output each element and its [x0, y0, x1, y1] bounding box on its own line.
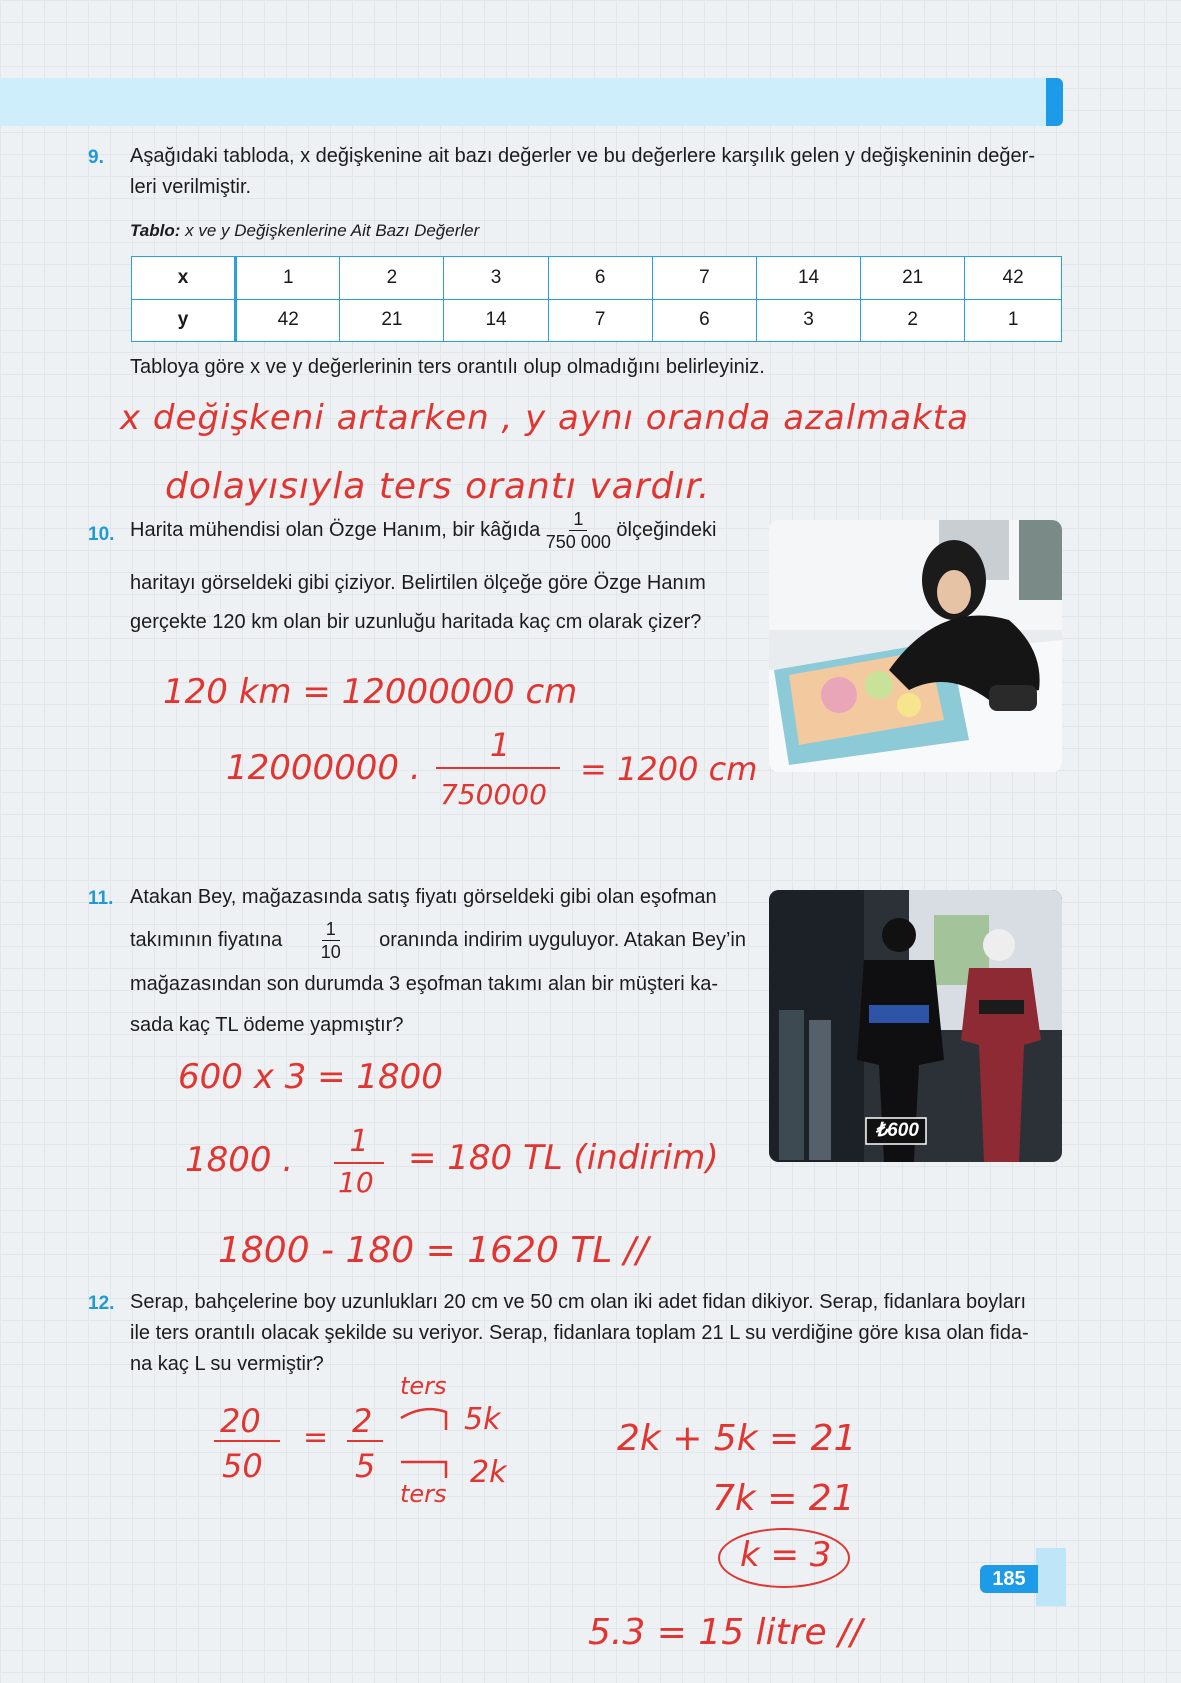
- table-cell: 7: [652, 257, 756, 300]
- table-row-x: [132, 257, 1062, 300]
- handwriting-q9-line2: dolayısıyla ters orantı vardır.: [165, 466, 711, 507]
- handwriting-q12-5k: 5k: [464, 1402, 501, 1437]
- question-12-line1: Serap, bahçelerine boy uzunlukları 20 cm ve 50 cm olan iki adet fidan dikiyor. Serap, fidanlara boyları: [130, 1291, 1027, 1313]
- handwriting-q12-f1-den: 50: [222, 1447, 263, 1485]
- handwriting-q11-line3: 1800 - 180 = 1620 TL //: [218, 1230, 649, 1271]
- handwriting-q11-den: 10: [338, 1166, 374, 1199]
- question-11-line2-a: takımının fiyatına: [130, 929, 283, 951]
- question-9-line2: leri verilmiştir.: [130, 176, 252, 198]
- table-cell: 21: [340, 299, 444, 342]
- table-row-y: [132, 299, 1062, 342]
- handwriting-q11-line1: 600 x 3 = 1800: [178, 1057, 443, 1097]
- question-11-number: 11.: [88, 888, 114, 909]
- table-cell: 6: [548, 257, 652, 300]
- handwriting-q10-line2a: 12000000 .: [226, 748, 421, 788]
- question-12-text: [130, 1287, 1065, 1380]
- question-9-prompt: Tabloya göre x ve y değerlerinin ters orantılı olup olmadığını belirleyiniz.: [130, 356, 765, 378]
- tracksuit-photo: [769, 890, 1062, 1162]
- scale-fraction: [546, 508, 611, 553]
- handwriting-ters-bottom: ters: [400, 1480, 447, 1508]
- handwriting-q12-f2-num: 2: [352, 1402, 373, 1440]
- table-cell: 14: [756, 257, 860, 300]
- handwriting-q9-line1: x değişkeni artarken , y aynı oranda azalmakta: [120, 398, 969, 438]
- table-caption-rest: x ve y Değişkenlerine Ait Bazı Değerler: [180, 221, 480, 240]
- handwriting-q11-num: 1: [349, 1124, 369, 1159]
- question-9-number: 9.: [88, 147, 104, 168]
- question-11-line2-b: oranında indirim uyguluyor. Atakan Bey’in: [379, 929, 746, 951]
- handwriting-q12-2k: 2k: [470, 1455, 507, 1490]
- handwriting-q10-line2b: = 1200 cm: [580, 750, 758, 788]
- header-band-tab: [1046, 78, 1063, 126]
- table-cell: 42: [236, 299, 340, 342]
- table-cell: 2: [340, 257, 444, 300]
- handwriting-q10-num: 1: [489, 726, 511, 764]
- question-10-number: 10.: [88, 524, 115, 545]
- engineer-photo: [769, 520, 1062, 772]
- handwriting-q12-f2-den: 5: [355, 1447, 376, 1485]
- handwriting-fraction-bar: [214, 1440, 280, 1442]
- question-12-number: 12.: [88, 1293, 115, 1314]
- question-11-line2: [130, 918, 746, 963]
- table-cell: 3: [756, 299, 860, 342]
- handwriting-q12-eq2: 7k = 21: [712, 1478, 855, 1519]
- table-cell: 1: [965, 299, 1062, 342]
- question-9-line1: Aşağıdaki tabloda, x değişkenine ait bazı değerler ve bu değerlere karşılık gelen y değişkeninin değer-: [130, 145, 1035, 167]
- question-10-line3: gerçekte 120 km olan bir uzunluğu haritada kaç cm olarak çizer?: [130, 611, 702, 633]
- question-9-text: [130, 141, 1065, 203]
- table-cell: 21: [861, 257, 965, 300]
- handwriting-q10-den: 750000: [440, 778, 547, 811]
- question-12-line2: ile ters orantılı olacak şekilde su veriyor. Serap, fidanlara toplam 21 L su verdiğine göre kısa olan fida-: [130, 1322, 1029, 1344]
- handwriting-q12-eq: =: [303, 1420, 329, 1455]
- question-11-line1: Atakan Bey, mağazasında satış fiyatı görseldeki gibi olan eşofman: [130, 886, 717, 908]
- handwriting-fraction-bar: [347, 1440, 383, 1442]
- ters-arrows: [396, 1400, 456, 1490]
- handwriting-fraction-bar: [334, 1162, 384, 1164]
- handwriting-ters-top: ters: [400, 1372, 447, 1400]
- price-tag: ₺600: [875, 1120, 919, 1141]
- values-table: [131, 256, 1062, 342]
- table-caption-bold: Tablo:: [130, 221, 181, 240]
- question-10-text-b: ölçeğindeki: [616, 518, 717, 541]
- page-number-tab: [1036, 1548, 1066, 1606]
- header-band: [0, 78, 1055, 126]
- table-cell: 14: [444, 299, 548, 342]
- question-12-line3: na kaç L su vermiştir?: [130, 1353, 324, 1375]
- table-cell: 42: [965, 257, 1062, 300]
- handwriting-q11-line2b: = 180 TL (indirim): [408, 1138, 719, 1178]
- question-10-line2: haritayı görseldeki gibi çiziyor. Belirtilen ölçeğe göre Özge Hanım: [130, 572, 706, 594]
- fraction-denominator: 750 000: [545, 532, 611, 552]
- handwriting-q11-line2a: 1800 .: [185, 1140, 294, 1180]
- discount-fraction: [321, 918, 341, 963]
- question-11-line4: sada kaç TL ödeme yapmıştır?: [130, 1014, 404, 1036]
- fraction-denominator: 10: [320, 942, 341, 962]
- question-10-text-a: Harita mühendisi olan Özge Hanım, bir kâğıda: [130, 518, 541, 541]
- table-cell: 3: [444, 257, 548, 300]
- table-cell: 7: [548, 299, 652, 342]
- table-caption: [130, 221, 479, 241]
- table-cell: 6: [652, 299, 756, 342]
- handwriting-q12-eq1: 2k + 5k = 21: [617, 1418, 857, 1459]
- handwriting-q12-answer: 5.3 = 15 litre //: [588, 1612, 863, 1653]
- table-header-x: x: [132, 257, 236, 300]
- fraction-numerator: 1: [569, 508, 587, 531]
- handwriting-q12-f1-num: 20: [220, 1402, 261, 1440]
- fraction-numerator: 1: [322, 918, 340, 941]
- page-number: 185: [980, 1565, 1038, 1593]
- handwriting-q10-line1: 120 km = 12000000 cm: [163, 672, 578, 712]
- question-10-text: [130, 508, 760, 553]
- table-cell: 1: [236, 257, 340, 300]
- table-cell: 2: [861, 299, 965, 342]
- question-11-line3: mağazasından son durumda 3 eşofman takımı alan bir müşteri ka-: [130, 973, 719, 995]
- handwriting-fraction-bar: [436, 767, 560, 769]
- table-header-y: y: [132, 299, 236, 342]
- handwriting-q12-eq3: k = 3: [740, 1535, 832, 1575]
